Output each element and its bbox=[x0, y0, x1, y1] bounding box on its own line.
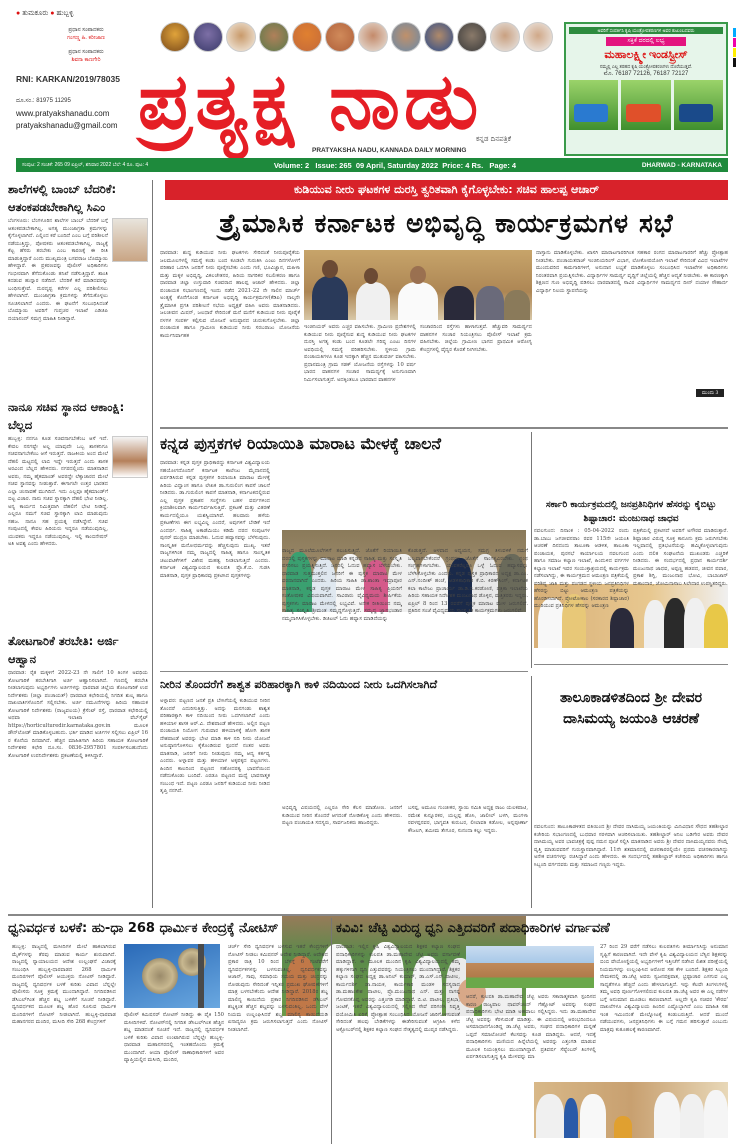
advertisement-box[interactable] bbox=[564, 22, 728, 156]
plough-image bbox=[569, 80, 618, 130]
loudspeaker-photo bbox=[124, 944, 220, 1008]
lead-body-2: ಇಂಜಿನಿಯರ್ ಅವರು ಎಚ್ಚರ ವಹಿಸಬೇಕು. ಗ್ರಾಮೀಣ ಪ್ರದೇಶಗಳಲ್ಲಿ ಕುಡಿಯುವ ನೀರು ಪೂರೈಸುವ ಶುದ್ಧ ಕುಡಿಯುವ ನೀರು ಘಟಕಗಳ ದುರಸ್ತಿ ಅಗತ್ಯ ಕಂಡು ಬಂದ ಕೂಡಲೇ ಗರಿಷ್ಠ ಎಂಟು ದಿನಗಳ ಅವಧಿಯಲ್ಲಿ ಸಮಸ್ಯೆ ಪರಿಹರಿಸಬೇಕು. ಸ್ಥಳೀಯ ಗ್ರಾಮ ಪಂಚಾಯತಿಗಳೂ ಕೂಡ ಇದಕ್ಕಾಗಿ ಹೆಚ್ಚಿನ ಮುತುವರ್ಜಿ ವಹಿಸಬೇಕು. ಪ್ರಧಾನಮಂತ್ರಿ ಗ್ರಾಮ ಸಡಕ್ ಯೋಜನೆಯ ರಸ್ತೆಗಳನ್ನು 10 ವರ್ಷ ಭಾರದ ವಾಹನಗಳ ಸಂಚಾರ ಸಾಮರ್ಥ್ಯಕ್ಕೆ ಅನುಗುಣವಾಗಿ ನಿರ್ಮಿಸಲಾಗುತ್ತದೆ. ಅದಕ್ಕಿಂತಲೂ ಭಾರವಾದ ವಾಹನಗಳ bbox=[304, 324, 416, 383]
kvv-body-3: 27 ರಿಂದ 29 ವರೆಗೆ ನಡೆಸಲು ಕುಲಪತಿಗಳು ತೀರ್ಮಾನಿಸಿದ್ದು ಅನುಮಾನ ಸೃಷ್ಟಿಗೆ ಕಾರಣವಾಗಿದೆ. ಇದೇ ವೇಳೆ ಕೃಷಿ ವಿಶ್ವವಿದ್ಯಾಲಯದ ಬೆಸ್ಟಿನ ಶಿಕ್ಷಕರನ್ನು ಬಿಂಬಿ ವೇಯೋಣ್ಡಿಯಲ್ಲಿ ಅಭ್ಯರ್ಥಿಗಳಿಗೆ ಇತ್ತೀಚೆಗೆ ನಡೆಸಿದ ಲಿಖಿತ ಪರೀಕ್ಷೆಯಲ್ಲಿ ನಿಯಮಗಳನ್ನು ಉಲ್ಲಂಘಿಸಿದ ಆರೋಪ ಸಹ ಕೇಳಿ ಬಂದಿದೆ. ಶಿಕ್ಷಕರ ಸಿಬ್ಬಂದಿ ನೇಮಕದಲ್ಲಿ ಡಾ.ಚೆಟ್ಟಿ ಅವರು ಸ್ವಜನಪಕ್ಷಪಾತ, ಭ್ರಷ್ಟಾಚಾರ ಎಸಗುವ ಎಲ್ಲ ಸಾಧ್ಯತೆಗಳೂ ಹೆಚ್ಚಿದೆ ಎಂದು ಹೇಳಲಾಗುತ್ತಿದೆ. ಇನ್ನು ಕೆಲವೇ ತಿಂಗಳುಗಳಲ್ಲಿ ತಮ್ಮ ಅವಧಿ ಪೂರ್ಣಗೊಳಿಸಲಿರುವ ಕುಲಪತಿ ಡಾ.ಚೆಟ್ಟಿ ಅವರ ಈ ಎಲ್ಲ ನಡೆಗಳ ಬಗ್ಗೆ ಅನುಮಾನ ಮೂಡಲು ಕಾರಣವಾಗಿದೆ. ಅಲ್ಲದೇ ಕೃಷಿ ಸಚಿವರ 'ಕೌರವ' ದಾಖಲೆಗಳೂ ವಿಶ್ವವಿದ್ಯಾಲಯ ಹಿಂದಿನ ಎಷ್ಟೊಬ್ಬಾಗಿದೆ ಎಂಬ ಮಾಹಿತಿ ಸಹ ಇಂತ ಇಮಿಂದಂತೆ ಮೇಲ್ನೋಟಕ್ಕೆ ಕಂಡುಬರುತ್ತಿದೆ. ಆದರೆ ಮುಂದೆ ನಡೆಯುವಗಳು, ಜನಪ್ರತಿನಿಧಿಗಳು ಈ ಬಗ್ಗೆ ಗಮನ ಹರಿಸುತ್ತಾರೆ ಎಂಬುದು ಮಾತ್ರವು ಕುತೂಹಲಕ್ಕೆ ಕಾರಣವಾಗಿದೆ. bbox=[600, 944, 728, 1033]
issue-number: Issue: 265 bbox=[315, 160, 352, 170]
ad-ribbon: ಸಕ್ತಿಕೆ ದರದಲ್ಲಿ ಲಭ್ಯ bbox=[606, 37, 686, 46]
price: Price: 4 Rs. bbox=[442, 160, 484, 170]
mla-photo bbox=[112, 436, 148, 478]
page-number: Page: 4 bbox=[489, 160, 517, 170]
books-body-1: ಧಾರವಾಡ: ಕನ್ನಡ ಪುಸ್ತಕ ಪ್ರಾಧಿಕಾರದ್ದು ಕರ್ನಾಟಕ ವಿಶ್ವವಿದ್ಯಾಲಯ ಸಹಯೋಗದೊಂದಿಗೆ ಕರ್ನಾಟಕ ಕಾಲೇಜು ಮೈದಾನದಲ್ಲಿ ಏರ್ಪಡಿಸಿರುವ ಕನ್ನಡ ಪುಸ್ತಕಗಳ ರಿಯಾಯಿತಿ ಮಾರಾಟ ಮೇಳಕ್ಕೆ ಹಿರಿಯ ವಿದ್ವಾಂಸ ಹಾಗೂ ಲೇಖಕ ಡಾ.ಗುರುಲಿಂಗ ಕಾಪಸೆ ಚಾಲನೆ ನೀಡಿದರು. ಡಾ.ಗುರುಲಿಂಗ ಕಾಪಸೆ ಮಾತನಾಡಿ, ಕರ್ನಾಟಕದಲ್ಲಿರುವ ಎಲ್ಲ ಪುಸ್ತಕ ಪ್ರಕಾಶನ ಸಂಸ್ಥೆಗಳು ಬಹಳ ವರ್ಷಗಳಿಂದ ಕ್ರಿಯಾಶೀಲವಾಗಿ ಕಾರ್ಯನಿರ್ವಹಿಸುತ್ತಿವೆ. ಪ್ರಕಟಣೆ ಮತ್ತು ವಿತರಣೆ ಕಾರ್ಯದಲ್ಲಿಯೂ ಯಶಸ್ವಿಯಾಗಿವೆ. ಹಲವಾರು ಹಳೆಯ ಪ್ರಕಟಣೆಗಳು ಈಗ ಲಭ್ಯವಿಲ್ಲ ಎಂದರೆ, ಅವುಗಳಿಗೆ ಬೇಡಿಕೆ ಇದೆ ಎಂದರ್ಥ. ಸಾಹಿತ್ಯ ಅಕಾಡೆಮಿಯು ಕಡಿಮೆ ದರದ ಸಂಪುಟಗಳ ಪುನರ್ ಮುದ್ರಣ ಮಾಡಬೇಕು. ಓದುವ ಹವ್ಯಾಸವನ್ನು ಬೆಳೆಸುವುದು. ಸಾಂಸ್ಕೃತಿಕ ಮನೋಧರ್ಮವನ್ನು ಹೆಚ್ಚಿಸುವುದು ಮುಖ್ಯ. ಇತರೆ ರಾಜ್ಯಗಳಿಗಿಂತ ನಮ್ಮ ರಾಜ್ಯದಲ್ಲಿ ಸಾಹಿತ್ಯ ಹಾಗೂ ಸಾಂಸ್ಕೃತಿಕ ಚಟುವಟಿಕೆಗಳಿಗೆ ವಿಶೇಷ ಮಹತ್ವ ನೀಡಲಾಗುತ್ತಿದೆ ಎಂದರು. ಕರ್ನಾಟಕ ವಿಶ್ವವಿದ್ಯಾಲಯದ ಕುಲಪತಿ ಪ್ರೊ.ಕೆ.ಬಿ. ಗುಡಸಿ ಮಾತನಾಡಿ, ಪುಸ್ತಕ ಪ್ರಾಧಿಕಾರವು ಪ್ರಕಟಿಸಿದ ಪುಸ್ತಕಗಳನ್ನು bbox=[160, 460, 270, 579]
section-divider bbox=[8, 914, 728, 916]
print-registration-marks bbox=[733, 28, 736, 68]
section-divider bbox=[160, 427, 728, 429]
volume: Volume: 2 bbox=[273, 160, 310, 170]
column-divider bbox=[531, 432, 532, 668]
contact-phone: ದೂ.ಸಂ.: 81975 11295 bbox=[16, 98, 71, 104]
article-headline[interactable]: ತೋಟಗಾರಿಕೆ ತರಬೇತಿ: ಅರ್ಜಿ ಆಹ್ವಾನ bbox=[8, 634, 119, 666]
portrait-image bbox=[292, 22, 322, 52]
continued-badge[interactable]: ಮುಂದು 3 bbox=[696, 389, 724, 397]
dasimayya-headline[interactable]: ತಾಲೂಕಾಡಳಿತದಿಂದ ಶ್ರೀ ದೇವರ ದಾಸಿಮಯ್ಯ ಜಯಂತಿ ಆಚರಣೆ bbox=[560, 690, 702, 727]
portrait-image bbox=[193, 22, 223, 52]
lead-body-4: ದಾಸ್ತಾನು ಮಾಡಿಕೊಳ್ಳಬೇಕು. ಖಾಸಗಿ ಮಾರಾಟಗಾರರಿಗಿಂತ ಸಹಕಾರ ರಂಗದ ಮಾರಾಟಗಾರರಿಗೆ ಹೆಚ್ಚು ಪ್ರೋತ್ಸಾಹ ನೀಡಬೇಕು. ಪಂಚಾಯತರಾಜ್ ಇಂಜಿನಿಯರಿಂಗ್ ವಿಭಾಗ, ಲೋಕೋಪಯೋಗಿ ಇಲಾಖೆ ಸೇರಿದಂತೆ ವಿವಿಧ ಇಲಾಖೆಗಳ ಮುಂದುವರಿದ ಕಾಮಗಾರಿಗಳಿಗೆ, ಅನುದಾನ ಲಭ್ಯತೆ ಮಾಡಿಕೊಳ್ಳಲು ಸಂಬಂಧಿಸಿದ ಇಲಾಖೆಗಳ ಅಧಿಕಾರಿಗಳು ನಿರಂತರವಾಗಿ ಪ್ರಯತ್ನಿಸಬೇಕು. ವಿದ್ಯಾರ್ಥಿಗಳ ಸಾಮರ್ಥ್ಯ ವೃದ್ಧಿಗೆ ಜಿಲ್ಲೆಯಲ್ಲಿ ಹೆಚ್ಚಿನ ಆದ್ಯತೆ ನೀಡಬೇಕು. ಈ ಕಾರಣಕ್ಕಾಗಿ ಶಿಕ್ಷಣದ ಗುಣ ಅಭಿವೃದ್ಧಿ ಪಡಿಸಲು ಧಾರವಾಡದಲ್ಲಿ ಸಾವಿರ ವಿದ್ಯಾರ್ಥಿಗಳ ಸಾಮರ್ಥ್ಯದ ದೀನ್ ದಯಾಳ ಸೌಹಾರ್ದ ವಿದ್ಯಾರ್ಥಿ ನಿಲಯ ಸ್ಥಾಪನೆಯನ್ನು bbox=[536, 250, 728, 294]
editor-block-2 bbox=[16, 48, 156, 64]
portrait-strip bbox=[160, 22, 553, 54]
portrait-image bbox=[325, 22, 355, 52]
section-divider bbox=[160, 671, 528, 672]
editor-role: ಪ್ರಧಾನ ಸಂಪಾದಕರು bbox=[68, 49, 104, 55]
ad-title: ಮಹಾಲಕ್ಷ್ಮೀ ಇಂಡಸ್ಟ್ರೀಸ್ bbox=[604, 49, 688, 61]
ad-phone: ಮೊ. 76187 72126, 76187 72127 bbox=[603, 71, 689, 77]
water-body-1: ಅಳ್ನಾವರ: ಪಟ್ಟಣದ ಜನತೆ ಪ್ರತಿ ಬೇಸಿಗೆಯಲ್ಲಿ ಕುಡಿಯುವ ನೀರಿನ ತೊಂದರೆ ಎದುರಿಸುತ್ತಿತ್ತು. ಅದನ್ನು ಮನಗಂಡು ಶಾಶ್ವತ ಪರಿಹಾರಕ್ಕಾಗಿ ಕಾಳಿ ನದಿಯಿಂದ ನೀರು ಒದಗಿಸಲಾಗಿದೆ ಎಂದು ಹಳಿಯಾಳ ಶಾಸಕ ಆರ್.ವಿ. ದೇಶಪಾಂಡೆ ಹೇಳಿದರು. ಅಲ್ಲಿನ ಪಟ್ಟಣ ಪಂಚಾಯತಿ ನಿಯೋಗ ಗುರುವಾರ ಹಳಿಯಾಳಕ್ಕೆ ಹೋಗಿ ಶಾಸಕ ದೇಶಪಾಂಡೆ ಅವರನ್ನು ಭೇಟಿ ಮಾಡಿ ಕಾಳಿ ನದಿ ನೀರು ಯೋಜನೆ ಅನುಷ್ಠಾನಗೊಳಿಸಲು ಕೈಕೊಂಡಿರುವ ಸ್ಪಂದನೆ ನಂತರ ಅವರು ಮಾತನಾಡಿ, ಜನರಿಗೆ ನೀರು ನೀಡುವುದು ನಮ್ಮ ಆದ್ಯ ಕರ್ತವ್ಯ ಎಂದರು. ಅಳ್ನಾವರ ಮತ್ತು ಹಳಿಯಾಳ ಅಕ್ಕಪಕ್ಕದ ಪಟ್ಟಣಗಳು. ಹಿಂದಿನ ಕಾಲದಿಂದ ಪಟ್ಟಣದ ಸಹೋದರತ್ವ ಭಾವನೆಯಿಂದ ನಡೆದುಕೊಂಡು ಬಂದಿವೆ. ಎರಡೂ ಪಟ್ಟಣದ ಮಧ್ಯೆ ಭಾವನಾತ್ಮಕ ಸಂಬಂಧ ಇದೆ. ಪಟ್ಟಣ ಎರಡೂ ಜನರಿಗೆ ಕುಡಿಯುವ ನೀರು ನೀಡಿದ ತೃಪ್ತಿ ನನಗಿದೆ. bbox=[160, 698, 270, 794]
ad-product-images bbox=[569, 80, 723, 130]
editor-block-1 bbox=[16, 26, 156, 42]
issue-info-kannada: ಸಂಪುಟ: 2 ಸಂಚಿಕೆ: 265 09 ಏಪ್ರಿಲ್, ಶನಿವಾರ 2022 ಬೆಲೆ: 4 ರೂ. ಪುಟ: 4 bbox=[22, 162, 149, 168]
rni-number: RNI: KARKAN/2019/78035 bbox=[16, 74, 120, 84]
city-2: ಹುಬ್ಬಳ್ಳಿ bbox=[56, 10, 74, 17]
portrait-image bbox=[160, 22, 190, 52]
govt-program-headline[interactable]: ಸರ್ಕಾರಿ ಕಾರ್ಯಕ್ರಮದಲ್ಲಿ ಜನಪ್ರತಿನಿಧಿಗಳ ಹೆಸರನ್ನು ಕೈಬಿಟ್ಟು ಶಿಷ್ಟಾಚಾರ: ಮಂಜುನಾಥ ಜಾಧವ bbox=[545, 500, 717, 524]
column-divider bbox=[531, 676, 532, 908]
books-body-3: ಕೊಡುತ್ತದೆ. ಆಳವಾದ ಅಧ್ಯಯನ, ಸಮಗ್ರ ತಿಳುವಳಿಕೆ ನಮಗೆ ಬಲ್ಯವಾಗಬೇಕೆಂದರೆ ಗ್ರಂಥಗಳ ಜೊತೆಗೆ ಸಾಂಗತ್ಯವಿರಬೇಕು. ಗ್ರಂಥ ಸಂಗ್ರಹಗಳಾಗಬೇಕು. ಯುವಕರೆಲ್ಲರೂ ಒಳ್ಳೆ ಓದುವ ಹವ್ಯಾಸವನ್ನು ಬೆಳೆಸಿಕೊಳ್ಳಬೇಕು ಎಂದರು. ಕನ್ನಡ ಪುಸ್ತಕ ಪ್ರಾಧಿಕಾರದ ಅಧ್ಯಕ್ಷ ಡಾ.ಎಂ. ಎನ್.ನಂದೀಶ್ ಹಂಚೆ, ಆಡಳಿತಾಧಿಕಾರಿ ಕೆ.ಬಿ. ಕಿರಣ್‌ಸಿಂಗ್, ಕರ್ನಾಟಕ ಕಲಾ ಕಾಲೇಜು ಪ್ರಾಚಾರ್ಯ ಡಾ.ಡಿ.ಬಿ.ಕರಡೋಣಿ, ಪತ್ರಿಕಾ ಇಲಾಖೆಯ ಹಿರಿಯ ಸಹಾಯಕ ನಿರ್ದೇಶಕ ಮಂಜುನಾಥ ಡೊಳ್ಳಿನ, ಮತ್ತಿತರರು ಇದ್ದರು. ಏಪ್ರಿಲ್ 8 ರಿಂದ 13 ರವರೆಗೆ ಪುಸ್ತಕ ಮಾರಾಟ ಮೇಳ ಜರುಗಲಿದೆ. ಪ್ರತಿದಿನ ಸಂಜೆ ವೈವಿಧ್ಯಮಯ ಸಾಂಸ್ಕೃತಿಕ ಕಾರ್ಯಕ್ರಮಗಳು ಜರುಗಲಿವೆ. bbox=[408, 548, 528, 614]
ad-top-line: ಅವರಿಗೆ ಸಂಪರ್ಕಿಸಿ ಕೃಷಿ ಯಂತ್ರೋಪಕರಣಗಳ ಅವರ ಕುಟುಂಬದವರು bbox=[569, 27, 723, 34]
rotavator-image bbox=[621, 80, 670, 130]
issue-info-bar bbox=[16, 158, 728, 172]
portrait-image bbox=[424, 22, 454, 52]
portrait-image bbox=[523, 22, 553, 52]
masthead-info bbox=[16, 10, 156, 132]
portrait-image bbox=[391, 22, 421, 52]
editor-name: ಗಂಗಣ್ಣ ಹಿ. ಕರೀಜಾಣ bbox=[67, 35, 105, 41]
loudspeaker-body-2: ಪೊಲೀಸ್ ಕಮಿಷನರ್ ನೋಟಿಸ್ ನೀಡಿದ್ದು ಈ ಪೈಕಿ 150 ಮಸೀದಿಗಳಿವೆ. ನೋಟಿಸ್‌ನಲ್ಲಿ ನಿಗದಿತ ಡೆಸಿಬಲ್‌ಗಿಂತ ಹೆಚ್ಚಿನ ಶಬ್ದ ಮಾಡದಂತೆ ಸೂಚನೆ ಇದೆ. ರಾಜ್ಯದಲ್ಲಿ ಧ್ವನಿವರ್ಧಕ ಬಳಕೆ ಕುರಿತು ವಿವಾದ ಉಂಟಾಗಿರುವ ಬೆನ್ನಲ್ಲೇ ಹುಬ್ಬಳ್ಳಿ-ಧಾರವಾಡ ಮಹಾನಗರದಲ್ಲಿ ಇಂತಹದೊಂದು ಕ್ರಮಕ್ಕೆ ಮುಂದಾಗಿದೆ. ಆಯಾ ಪೊಲೀಸ್ ಠಾಣಾಧಿಕಾರಿಗಳಿಗೆ ಅವರ ವ್ಯಾಪ್ತಿಯಲ್ಲಿನ ಮಸೀದಿ, ಮಂದಿರ, bbox=[124, 1012, 224, 1063]
books-body-2: ರಾಜ್ಯದ ಮೂಲೆಮೂಲೆಗಳಿಗೆ ತಲುಪಿಸುತ್ತಿದೆ. ಜೊತೆಗೆ ರಿಯಾಯಿತಿ ದರದಲ್ಲಿ ಪುಸ್ತಕಗಳನ್ನು ಮಾರಾಟ ಮಾಡಿ ಕನ್ನಡದ ಸಾಹಿತ್ಯ ಮತ್ತು ಸಂಸ್ಕೃತಿ ಪಸರಿಸಲು ಪ್ರಯತ್ನಿಸುತ್ತಿದೆ. ಜನರಲ್ಲಿ ಓದುವ ಹವ್ಯಾಸ ಬೆಳೆಯಬೇಕು. ಧಾರವಾಡ ಸುತ್ತಮುತ್ತಲಿನ ಜನರಿಗೆ ಈ ಪುಸ್ತಕ ಮಾರಾಟ ಮೇಳ ವರದಾನವಾಗಿದೆ ಎಂದರು. ಹಿರಿಯ ಸಾಹಿತಿ ಡಾ.ಶಾಂತಾ ಇಮ್ರಾಪೂರ ಮಾತನಾಡಿ, ಕನ್ನಡ ಪುಸ್ತಕ ಮಾರಾಟ ಮೇಳ ಸಾಹಿತ್ಯ ಪ್ರಿಯರಿಗೆ ಸಂತೋಷಕರ ವಿಷಯವಾಗಿದೆ. ಸಾವಿರಾರು ವೈವಿಧ್ಯಮಯ ಶೀರ್ಷಿಕೆಯ ಪುಸ್ತಕಗಳು ಮಾರಾಟ ಮೇಳದಲ್ಲಿ ಲಭ್ಯವಿವೆ. ಅನೇಕ ರೀತಿಯಿಂದ ನಮ್ಮ ಸಾಹಿತ್ಯ ಸಂಸ್ಕೃತಿ ಶ್ರೀಮಂತ ಸಮೃದ್ಧಗೊಳ್ಳುತ್ತಿದೆ. ಸಮೃದ್ಧ ಜ್ಞಾನಭಂಡಾರ ನಮ್ಮದಾಗಿಸಿಕೊಳ್ಳಬೇಕು. ಡಿಜಿಟಲ್ ಓದು ಹವ್ಯಾಸ ಮಾಡಿದೆಯನ್ನು bbox=[282, 548, 402, 622]
logo-tagline: ಕನ್ನಡ ದಿನಪತ್ರಿಕೆ bbox=[476, 135, 512, 143]
article-headline[interactable]: ಶಾಲೆಗಳಲ್ಲಿ ಬಾಂಬ್ ಬೆದರಿಕೆ: ಆತಂಕಪಡಬೇಕಾಗಿಲ್ಲ ಸಿಎಂ bbox=[8, 182, 117, 214]
article-body: ಹುಬ್ಬಳ್ಳಿ: ನನಗೂ ಕೂಡ ಸಚಿವನಾಗಬೇಕೆಂಬ ಆಸೆ ಇದೆ. ಕೇವಲ ನನಗಷ್ಟೇ ಅಲ್ಲ ಯಾವುದೇ ಒಬ್ಬ ಶಾಸಕನಿಗೂ ಸಚಿವನಾಗಬೇಕೆಂಬ ಆಸೆ ಇರುತ್ತದೆ. ರಾಜಕೀಯ ಅಂದ ಮೇಲೆ ದೆಹಲಿ ಮಟ್ಟದಲ್ಲಿ ಲಾಬಿ ಇದ್ದೇ ಇರುತ್ತದೆ ಎಂದು ಶಾಸಕ ಅರವಿಂದ ಬೆಲ್ಲದ ಹೇಳಿದರು. ನಗರದಲ್ಲಿಂದು ಮಾತನಾಡಿದ ಅವರು, ನಮ್ಮ ಹೈಕಮಾಂಡ್ ಅವರದ್ದೇ ಲೆಕ್ಕಾಚಾರದ ಮೇಲೆ ಸಚಿವ ಸ್ಥಾನವನ್ನು ನೀಡುತ್ತಾರೆ. ಈಗಾಗಲೇ ಉತ್ತರ ಭಾರತದ ಎಲ್ಲಾ ಚುನಾವಣೆ ಮುಗಿದಿದೆ. ಇದು ಎಲ್ಲವೂ ಹೈಕಮಾಂಡ್‌ಗೆ ಬಿಟ್ಟ ವಿಚಾರ. ನಾನು ಸಚಿವ ಸ್ಥಾನಕ್ಕಾಗಿ ದೆಹಲಿ ಭೇಟಿ ನೀಡಿಲ್ಲ. ಅನ್ಯ ಕಾರ್ಯದ ನಿಮಿತ್ತವಾಗಿ ದೆಹಲಿಗೆ ಭೇಟಿ ನೀಡಿದ್ದೆ. ಎಲ್ಲರೂ ನಮಗೆ ಸಚಿವ ಸ್ಥಾನಕ್ಕಾಗಿ ಲಾಬಿ ಮಾಡುವುದು ಸಹಜ. ನಾನೂ ಸಹ ಪ್ರಯತ್ನ ನಡೆಸಿದ್ದೇನೆ. ಸಚಿವ ಸಂಪುಟದಲ್ಲಿ ಕೇವಲ ಹಿರಿಯರು ಇದ್ದರೂ ನಡೆಯುವುದಿಲ್ಲ, ಯುವಕರು ಇದ್ದರೂ ನಡೆಯುವುದಿಲ್ಲ. ಇಲ್ಲಿ ಕಾಂಬಿನೇಷನ್ ಅತಿ ಅವಶ್ಯ ಎಂದು ಹೇಳಿದರು. bbox=[8, 436, 108, 547]
editor-name: ಶಿವನಾ ಕಾಣಗೇರಿ bbox=[71, 57, 101, 63]
email-link[interactable]: pratyakshanadu@gmail.com bbox=[16, 121, 118, 130]
website-link[interactable]: www.pratyakshanadu.com bbox=[16, 109, 110, 118]
location: DHARWAD - KARNATAKA bbox=[641, 161, 722, 169]
portrait-image bbox=[358, 22, 388, 52]
kvv-body-1: ಧಾರವಾಡ: ಇಲ್ಲಿನ ಕೃಷಿ ವಿಶ್ವವಿದ್ಯಾಲಯದ ಶಿಕ್ಷಕರ ಕಲ್ಯಾಣ ಸಂಘದ ಪದಾಧಿಕಾರಿಗಳನ್ನು ಕುಲಪತಿ ಡಾ.ಮಹಾದೇವ ಚೆಟ್ಟಿ ಅವರು ವರ್ಗಾವಣೆ ಮಾಡಿದ್ದಾರೆ. ಈ ಮೂಲಕ ಮುಂದಿನ ಕೃಷಿ ವಿಶ್ವವಿದ್ಯಾಲಯದಲ್ಲಿ ತಮ್ಮ ಹಕ್ಕುಗಳಿಗಾಗಿ ಧ್ವನಿ ಎತ್ತುವವರನ್ನು ನಿಯಂತ್ರಿಸಲು ಮುಂದಾಗಿದ್ದಾರೆ. ಶಿಕ್ಷಕರ ಕಲ್ಯಾಣ ಸಂಘದ ಅಧ್ಯಕ್ಷ ಡಾ.ಅನಿಲ್ ಕುಮಾರ್, ಡಾ.ಎಸ್.ಎನ್.ಪಾಟೀಲ, ಕಾರ್ಯದರ್ಶಿ ಡಾ.ನಾಯಕ, ಕಾರ್ಯಕಾರಿ ಮಂಡಳಿ ಸದಸ್ಯರಾದ ಡಾ.ಮಹಾಂತೇಶ ಪಾಟೀಲ, ಪ್ರೊ.ಮಂಜುನಾಥ ಎನ್. ಮತ್ತು ನಾಗಪ್ಪ ಗೋವನಕೊಪ್ಪ ಅವರನ್ನು ಎತ್ತಂಗಡಿ ಮಾಡಿದ್ದಾರೆ. ಬಿ.ಟಿ. ಪಾಟೀಲ, ಪ್ರತಿಭಾ, ಜಂಟಿಕೆ, ಇತರೆ ವಿಶ್ವವಿದ್ಯಾಲಯದಲ್ಲಿ ಸಲ್ಲಿಸಿದ ಸೇವೆ ಪರಿಗಣಿಸಿ ನಿವೃತ್ತಿ ವಯೋಮಿತಿ ಏರಿಕೆ, ಪ್ರೋತ್ಸಾಹ ಸಂಬಂಧಿಸಿದ ಯೋಜನೆ ಜಾರಿಗೊಳಿಸುವಂತೆ ಸೇರಿದಂತೆ ಹಲವು ಬೇಡಿಕೆಗಳನ್ನು ಈಡೇರಿಸುವಂತೆ ಆಗ್ರಹಿಸಿ ಕಳೆದ ಅಕ್ಟೋಬರ್‌ನಲ್ಲಿ ಶಿಕ್ಷಕರ ಕಲ್ಯಾಣ ಸಂಘದ ನೇತೃತ್ವದಲ್ಲಿ ಮುಷ್ಕರ ನಡೆಸಿದ್ದರು. bbox=[336, 944, 460, 1033]
books-headline[interactable]: ಕನ್ನಡ ಪುಸ್ತಕಗಳ ರಿಯಾಯಿತಿ ಮಾರಾಟ ಮೇಳಕ್ಕೆ ಚಾಲನೆ bbox=[160, 434, 442, 453]
portrait-image bbox=[490, 22, 520, 52]
water-body-2: ಅಭಿವೃದ್ಧಿ ವಿಷಯದಲ್ಲಿ ಎಲ್ಲರೂ ಸೇರಿ ಕೆಲಸ ಮಾಡೋಣ. ಜನರಿಗೆ ಕುಡಿಯುವ ನೀರಿನ ತೊಂದರೆ ಆಗದಂತೆ ನೋಡಿಕೊಳ್ಳಿ ಎಂದು ಹೇಳಿದರು. ಪಟ್ಟಣ ಪಂಚಾಯತಿ ಸದಸ್ಯರು, ಸಾರ್ವಜನಿಕರು ಹಾಜರಿದ್ದರು. bbox=[282, 805, 402, 826]
govt-program-body-2: ಪತ್ರಿಕೆಯಲ್ಲಿ ಪ್ರಕಟಿಸದೆ ಅವರಿಗೆ ಅಗೌರವ ಮಾಡಿರುತ್ತಾರೆ. ಶಿಷ್ಟಾಚಾರ ವಿರುದ್ಧ ಸೂಕ್ತ ಕಾನೂನು ಕ್ರಮ ಜರುಗಿಸಬೇಕು ಇಲ್ಲವಾದಲ್ಲಿ ಪ್ರತಿಭಟನೆಯನ್ನು ಹಮ್ಮಿಕೊಳ್ಳಲಾಗುವುದು ಎಂದು ದಲಿತ ಸಂಘಟನೆಯ ಮುಖಂಡರು ಎಚ್ಚರಿಕೆ ನೀಡಿದರು. ಈ ಸಂದರ್ಭದಲ್ಲಿ ಪ್ರಧಾನ ಕಾರ್ಯದರ್ಶಿ ಮಂಜುನಾಥ ಜಾಧವ, ಅಪ್ಪಣ್ಣ ಹಡಪದ, ಜೀವನ ಪವಾರ, ಪ್ರಕಾಶ ಶಿಗ್ಲಿ, ಮಂಜುನಾಥ ಭೋವಿ, ಬಾಬಾಜಾನ್ ಮಕಾಂದಾರ, ಜೋಮಿನಾಸಾಬ ಸಿಲೇದಾರ ಉಪಸ್ಥಿತರಿದ್ದರು. bbox=[633, 528, 728, 587]
portrait-image bbox=[259, 22, 289, 52]
article-body: ಬೆಂಗಳೂರು: ಬೆಂಗಳೂರಿನ ಶಾಲೆಗಳ ಬಾಂಬ್ ಬೆದರಿಕೆ ಬಗ್ಗೆ ಆತಂಕಪಡಬೇಕಾಗಿಲ್ಲ. ಅಗತ್ಯ ಮುಂಜಾಗ್ರತಾ ಕ್ರಮಗಳನ್ನು ಕೈಗೊಳ್ಳಲಾಗಿದೆ. ಎಲ್ಲಿಂದ ಕರೆ ಬಂದಿದೆ ಎಂಬ ಬಗ್ಗೆ ಪರಿಶೀಲನೆ ನಡೆಯುತ್ತಿದ್ದು, ಪೋಷಕರು ಆತಂಕಪಡಬೇಕಾಗಿಲ್ಲ. ರಾಜ್ಯಕ್ಕೆ ಕೆಟ್ಟ ಹೆಸರು ತರಬೇಕು ಎಂಬ ಕಾರಣಕ್ಕೆ ಈ ರೀತಿ ಮಾಡುತ್ತಿದ್ದಾರೆ ಎಂದು ಮುಖ್ಯಮಂತ್ರಿ ಬಸವರಾಜ ಬೊಮ್ಮಾಯಿ ಹೇಳಿದ್ದಾರೆ. ಈ ಪ್ರಕರಣವನ್ನು ಪೊಲೀಸ್ ಅಧಿಕಾರಿಗಳು ಗಂಭೀರವಾಗಿ ತೆಗೆದುಕೊಂಡು ತನಿಖೆ ನಡೆಸುತ್ತಿದ್ದಾರೆ. ಶಾಂತಿ ಕದಡುವ ಹುನ್ನಾರ ನಡೆದಿದೆ. ಬೆದರಿಕೆ ಕರೆ ಮಾಡಿದವರನ್ನು ಬಂಧಿಸುತ್ತೇವೆ. ದುರದೃಷ್ಟ ಕರೆಗಳ ಎಲ್ಲ ಪರಿಶೀಲಿಸಲು ಹೇಳಲಾಗಿದೆ. ಮುಂಜಾಗ್ರತಾ ಕ್ರಮಗಳನ್ನು ತೆಗೆದುಕೊಳ್ಳಲು ಸೂಚಿಸಲಾಗಿದೆ ಎಂದರು. ಈ ಘಟನೆಗೆ ಸಂಬಂಧಿಸಿದಂತೆ ಬೊಮ್ಮಾಯಿ ಅವರಿಗೆ ಗುಪ್ತಚರ ಇಲಾಖೆ ಎಡಿಜಿಪಿ ದಯಾನಂದ್ ಸಮಗ್ರ ಮಾಹಿತಿ ನೀಡಿದ್ದಾರೆ. bbox=[8, 218, 108, 322]
column-divider bbox=[152, 180, 153, 908]
city-1: ತುಮಕೂರು bbox=[22, 10, 49, 17]
lead-body-1: ಧಾರವಾಡ: ಶುದ್ಧ ಕುಡಿಯುವ ನೀರು ಘಟಕಗಳು ಸೇರಿದಂತೆ ನೀರುಪೂರೈಕೆಯ ಜಲಮೂಲಗಳಲ್ಲಿ ಸಮಸ್ಯೆ ಕಂಡು ಬಂದ ಕೂಡಲೇ ಗುರುತಿಸಿ ಎಂಟು ದಿನಗಳೊಳಗೆ ಪರಿಹಾರ ಒದಗಿಸಿ ಜನರಿಗೆ ನೀರು ಪೂರೈಸಬೇಕು ಎಂದು ಗಣಿ, ಭೂವಿಜ್ಞಾನ, ಮಹಿಳಾ ಮತ್ತು ಮಕ್ಕಳ ಅಭಿವೃದ್ಧಿ, ವಿಕಲಚೇತನರ, ಹಿರಿಯ ನಾಗರಿಕರ ಸಬಲೀಕರಣ ಹಾಗೂ ಧಾರವಾಡ ಜಿಲ್ಲಾ ಉಸ್ತುವಾರಿ ಸಚಿವರಾದ ಹಾಲಪ್ಪ ಆಚಾರ್ ಹೇಳಿದರು. ಜಿಲ್ಲಾ ಪಂಚಾಯತ ಸಭಾಂಗಣದಲ್ಲಿ ಇಂದು ನಡೆದ 2021-22 ನೇ ಸಾಲಿನ ಮಾರ್ಚ್ ಅಂತ್ಯಕ್ಕೆ ಕೊನೆಗೊಂಡ ಕರ್ನಾಟಕ ಅಭಿವೃದ್ಧಿ ಕಾರ್ಯಕ್ರಮಗಳ(ಕೆಡಿಪಿ) ನಾಲ್ಕನೇ ತ್ರೈಮಾಸಿಕ ಪ್ರಗತಿ ಪರಿಶೀಲನೆ ಸಭೆಯ ಅಧ್ಯಕ್ಷತೆ ವಹಿಸಿ ಅವರು ಮಾತನಾಡಿದರು. ಜಲಜೀವನ ಮಿಷನ್, ಜಲಧಾರೆ ಸೇರಿದಂತೆ ಮನೆ ಮನೆಗೆ ಕುಡಿಯುವ ನೀರು ಪೂರೈಕೆ ನಳಗಳ ಸಂಪರ್ಕ ಕಲ್ಪಿಸುವ ಯೋಜನೆ ಅನುಷ್ಠಾನದ ಚುರುಕುಗೊಳ್ಳಬೇಕು. ಜಿಲ್ಲಾ ಪಂಚಾಯತ ಹಾಗೂ ಗ್ರಾಮೀಣ ಕುಡಿಯುವ ನೀರು ಸರಬರಾಜು ಯೋಜನೆಯ ಕಾರ್ಯನಿರ್ವಾಹಕ bbox=[160, 250, 300, 339]
lead-kicker: ಕುಡಿಯುವ ನೀರು ಘಟಕಗಳ ದುರಸ್ತಿ ತ್ವರಿತವಾಗಿ ಕೈಗೊಳ್ಳಬೇಕು: ಸಚಿವ ಹಾಲಪ್ಪ ಆಚಾರ್ bbox=[165, 180, 728, 200]
university-building-photo bbox=[466, 946, 594, 988]
issue-date: 09 April, Saturday 2022 bbox=[355, 160, 439, 170]
loudspeaker-headline[interactable]: ಧ್ವನಿವರ್ಧಕ ಬಳಕೆ: ಹು-ಧಾ 268 ಧಾರ್ಮಿಕ ಕೇಂದ್ರಕ್ಕೆ ನೋಟಿಸ್ bbox=[8, 921, 279, 936]
portrait-image bbox=[457, 22, 487, 52]
lead-headline[interactable]: ತ್ರೈಮಾಸಿಕ ಕರ್ನಾಟಕ ಅಭಿವೃದ್ಧಿ ಕಾರ್ಯಕ್ರಮಗಳ ಸಭೆ bbox=[219, 209, 674, 239]
logo-english: PRATYAKSHA NADU, KANNADA DAILY MORNING bbox=[312, 147, 467, 154]
section-divider bbox=[534, 664, 728, 665]
article-body: ಧಾರವಾಡ: ರೈತ ಮಕ್ಕಳಿಗೆ 2022-23 ನೇ ಸಾಲಿಗೆ 10 ತಿಂಗಳ ಅವಧಿಯ ತೋಟಗಾರಿಕೆ ತರಬೇತಿಗಾಗಿ ಅರ್ಜಿ ಆಹ್ವಾನಿಸಲಾಗಿದೆ. ಗಣದಲ್ಲಿ ತರಬೇತಿ ನೀಡಲಾಗುವುದು ಅಭ್ಯರ್ಥಿಗಳು ಅರ್ಜಿಗಳನ್ನು ಧಾರವಾಡ ಜಿಲ್ಲೆಯ ತೋಟಗಾರಿಕೆ ಉಪ ನಿರ್ದೇಶಕರು (ಜಿಲ್ಲಾ ಪಂಚಾಯತ್) ಧಾರವಾಡ ಕಛೇರಿಯಲ್ಲಿ ನಿಗದಿತ ಶುಲ್ಕ ಹಾಗೂ ದಾಖಲಾತಿಗಳೊಂದಿಗೆ ಸಲ್ಲಿಸಬೇಕು. ಅರ್ಜಿ ನಮೂನೆಗಳನ್ನು ಹಿರಿಯ ಸಹಾಯಕ ತೋಟಗಾರಿಕೆ ನಿರ್ದೇಶಕರು (ರಾಜ್ಯವಲಯ) ಕ್ರೆಸೆಂಟ್ ರಸ್ತೆ, ಧಾರವಾಡ ಕಛೇರಿಯಲ್ಲಿ ಅಥವಾ ಇಲಾಖಾ ವೆಬ್‌ಸೈಟ್ https://horticulturedir.karnataka.gov.in ಮೂಲಕ ಡೌನ್‌ಲೋಡ್ ಮಾಡಿಕೊಳ್ಳಬಹುದು. ಭರ್ತಿ ಮಾಡಿದ ಅರ್ಜಿಗಳ ಸಲ್ಲಿಸಲು ಏಪ್ರಿಲ್ 16 ರ ಕೊನೆಯ ದಿನವಾಗಿದೆ. ಹೆಚ್ಚಿನ ಮಾಹಿತಿಗಾಗಿ ಹಿರಿಯ ಸಹಾಯಕ ತೋಟಗಾರಿಕೆ ನಿರ್ದೇಶಕರ ಕಛೇರಿ ದೂ.ಸಂ. 0836-2957801 ಸಂಪರ್ಕಿಸಬಹುದೆಂದು ತೋಟಗಾರಿಕೆ ಉಪನಿರ್ದೇಶಕರು ಪ್ರಕಟಣೆಯಲ್ಲಿ ತಿಳಿಸಿದ್ದಾರೆ. bbox=[8, 670, 148, 759]
ad-description: ನಮ್ಮಲ್ಲಿ ಎಲ್ಲ ತರಹದ ಕೃಷಿ ಯಂತ್ರೋಪಕರಣಗಳು ದೊರೆಯುತ್ತವೆ. bbox=[599, 64, 693, 69]
trailer-image bbox=[674, 80, 723, 130]
loudspeaker-body-1: ಹುಬ್ಬಳ್ಳಿ: ರಾಜ್ಯದಲ್ಲಿ ಮಸೀದಿಗಳ ಮೇಲೆ ಹಾಕಲಾಗಿರುವ ಮೈಕ್‌ಗಳನ್ನು ತೆರವು ಮಾಡುವ ಕಾರ್ಯ ಶುರುವಾಗಿದೆ. ರಾಜ್ಯದಲ್ಲಿ ನ್ಯಾಯಾಲಯದ ಆದೇಶ ಉಲ್ಲಂಘನೆ ವಿಚಾರಕ್ಕೆ ಸಂಬಂಧಿಸಿ ಹುಬ್ಬಳ್ಳಿ-ಧಾರವಾಡದ 268 ಧಾರ್ಮಿಕ ಮಂದಿರಗಳಿಗೆ ಪೊಲೀಸ್ ಆಯುಕ್ತರು ನೋಟಿಸ್ ನೀಡಿದ್ದಾರೆ. ರಾಜ್ಯದಲ್ಲಿ ಧ್ವನಿವರ್ಧಕ ಬಳಕೆ ಕುರಿತು ವಿವಾದ ಬೆನ್ನಲ್ಲೇ ಪೊಲೀಸರು ಸೂಕ್ತ ಕ್ರಮಕ್ಕೆ ಮುಂದಾಗಿದ್ದಾರೆ. ನಿಗದಿಪಡಿಸಿದ ಡೆಸಿಬಲ್‌ಗಿಂತ ಹೆಚ್ಚಿನ ಶಬ್ದ ಬಳಕೆಗೆ ಸೂಚನೆ ನೀಡಿದ್ದಾರೆ. ಧ್ವನಿವರ್ಧಕದ ಮೂಲಕ ಶಬ್ದ ಹೊರ ಸೂಸುವ ಧಾರ್ಮಿಕ ಮಂದಿರಗಳಿಗೆ ನೋಟಿಸ್ ನೀಡಲಾಗಿದೆ. ಹುಬ್ಬಳ್ಳಿ-ಧಾರವಾಡ ಮಹಾನಗರದ ಮಂದಿರ, ಮಸೀದಿ ಸೇರಿ 268 ಕೇಂದ್ರಗಳಿಗೆ bbox=[12, 944, 116, 1025]
water-body-3: ಬಸಪ್ಪ, ಅಮೂಲ ಗುಂಜೀಕರ, ಸ್ಥಾಯಿ ಸಮಿತಿ ಅಧ್ಯಕ್ಷ ರಾಜು ಯಲಕಪಾಟಿ, ರಮೇಶ ಕುನ್ನೂರಕರ, ಯಲ್ಲಪ್ಪ ಹೊಸಿ, ಜಾಲೀಲ್ ಬಳಗಿ, ಮಂಗಳಾ ರವಳಪ್ಪನವರ, ಭಾಗ್ಯವತಿ ಕುರುಬರ, ಲೀಲಾವತಿ ಕಡೋಲ, ಅನ್ನಪೂರ್ಣಾ ಕೌಜಲಗಿ, ಶಮೀಮ ತೇಗೂರ, ಸುನಂದಾ ಕಲ್ಲು ಇದ್ದರು. bbox=[408, 805, 528, 834]
edition-cities: ● ತುಮಕೂರು ● ಹುಬ್ಬಳ್ಳಿ bbox=[16, 10, 74, 17]
newspaper-logo: ಪ್ರತ್ಯಕ್ಷ ನಾಡು bbox=[138, 57, 483, 147]
column-divider bbox=[331, 918, 332, 1144]
kvv-headline[interactable]: ಕವಿವಿ: ಚೆಟ್ಟಿ ವಿರುದ್ಧ ಧ್ವನಿ ಎತ್ತಿದವರಿಗೆ ಪದಾಧಿಕಾರಿಗಳ ವರ್ಗಾವಣೆ bbox=[336, 921, 610, 936]
editor-role: ಪ್ರಧಾನ ಸಂಪಾದಕರು bbox=[68, 27, 104, 33]
govt-program-body-1: ನವಲಗುಂದ: ದಿನಾಂಕ : 05-04-2022 ರಂದು ಡಾ.ಬಾಬು ಜಗಜೀವನರಾಂ ರವರ 115ನೇ ಜಯಂತಿ ಆಚರಣೆ ದಿನದಂದು ತಾಲೂಕಾ ಆಡಳಿತ, ತಾಲೂಕಾ ಪಂಚಾಯತ, ಪುರಸಭೆ ಕಾರ್ಯಾಲಯ ನವಲಗುಂದ ಹಾಗೂ ಸಮಾಜ ಕಲ್ಯಾಣ ಇಲಾಖೆ, ಹಿಂದುಳಿದ ವರ್ಗಗಳ ಕಲ್ಯಾಣ ಇಲಾಖೆ ಇವರ ಸಂಯುಕ್ತಾಶ್ರಯದಲ್ಲಿ ಕಾರ್ಯಕ್ರಮ ನಡೆಸಲಾಗಿದ್ದು, ಈ ಕಾರ್ಯಕ್ರಮದ ಆಮಂತ್ರಣ ಪತ್ರಿಕೆಯಲ್ಲಿ ಪರಿಶಿಷ್ಟ ಜಾತಿ ಮತ್ತು ಪಂಗಡದ ಸ್ಥಳೀಯ ಜನಪ್ರತಿನಿಧಿಗಳ ಹೆಸರನ್ನು ಬಿಟ್ಟು ಆಮಂತ್ರಣ ಪತ್ರಿಕೆಯನ್ನು ಹೊರಡಿಸಲಾಗಿದೆ. ಪ್ರೋಟೋಕಾಲ (ಸರಕಾರದ ಶಿಷ್ಟಾಚಾರ) ಮುರಿಯುವ ಪ್ರತಿನಿಧಿಗಳ ಹೆಸರನ್ನು ಆಮಂತ್ರಣ bbox=[534, 528, 629, 609]
cm-photo bbox=[112, 218, 148, 262]
article-headline[interactable]: ನಾನೂ ಸಚಿವ ಸ್ಥಾನದ ಆಕಾಂಕ್ಷಿ: ಬೆಲ್ಲದ bbox=[8, 400, 125, 432]
water-headline[interactable]: ನೀರಿನ ತೊಂದರೆಗೆ ಶಾಶ್ವತ ಪರಿಹಾರಕ್ಕಾಗಿ ಕಾಳಿ ನದಿಯಿಂದ ನೀರು ಒದಗಿಸಲಾಗಿದೆ bbox=[160, 678, 438, 691]
kvv-body-2: ಆದರೆ, ಕುಲಪತಿ ಡಾ.ಮಹಾದೇವ ಚೆಟ್ಟಿ ಅವರು ಸಕಾರಾತ್ಮಕವಾಗಿ ಸ್ಪಂದಿಸದ ಕಾರಣ ರಾಜ್ಯಪಾಲ ಥಾವರ್‌ಚಂದ್ ಗೆಹ್ಲೋಟ್ ಅವರನ್ನು ಸಂಘದ ಪದಾಧಿಕಾರಿಗಳು ಭೇಟಿ ಮಾಡಿ ಅಹವಾಲು ಸಲ್ಲಿಸಿದ್ದರು. ಇದು ಡಾ.ಮಹಾದೇವ ಚೆಟ್ಟಿ ಅವರನ್ನು ಕೆರಳುವಂತೆ ಮಾಡಿತ್ತು. ಈ ವಿಷಯದಲ್ಲಿ ಆರಂಭದಿಂದಲೂ ಅಸಮಾಧಾನಗೊಂಡಿದ್ದ ಡಾ.ಚೆಟ್ಟಿ ಅವರು, ಸಂಘದ ಪದಾಧಿಕಾರಿಗಳ ಮನ್ನಣೆ ಒಪ್ಪದೆ ಸಮಾಲೋಚನೆ ಕೆಲಸವನ್ನು ಕೂಡ ಮಾಡಿದ್ದರು. ಆದರೆ, ಇದಕ್ಕೆ ಪದಾಧಿಕಾರಿಗಳು ಮಣಿಯದ ಹಿನ್ನೆಲೆಯಲ್ಲಿ ಅವರನ್ನು ಎತ್ತಂಗಡಿ ಮಾಡುವ ಮೂಲಕ ನಿಯಂತ್ರಿಸಲು ಮುಂದಾಗಿದ್ದಾರೆ. ಪ್ರತಿವರ್ಷ ಸೆಪ್ಟೆಂಬರ್ ತಿಂಗಳಲ್ಲಿ ಏರ್ಪಡಿಸಲಾಗುತ್ತಿದ್ದ ಕೃಷಿ ಮೇಳವನ್ನು ಮಾ bbox=[466, 994, 596, 1060]
lead-body-3: ಸಂಚಾರದಿಂದ ರಸ್ತೆಗಳು ಹಾಳಾಗುತ್ತವೆ. ಹೆಚ್ಚುವರಿ ಸಾಮರ್ಥ್ಯದ ವಾಹನಗಳ ಸಂಚಾರ ನಿಯಂತ್ರಿಸಲು ಪೊಲೀಸ್ ಇಲಾಖೆ ಕ್ರಮ ವಹಿಸಬೇಕು. ಜಿಲ್ಲೆಯ ಗ್ರಾಮೀಣ ಭಾಗದ ಪ್ರಾಥಮಿಕ ಆರೋಗ್ಯ ಕೇಂದ್ರಗಳಲ್ಲಿ ವೈದ್ಯರ ಕೊರತೆ ನೀಗಿಸಬೇಕು. bbox=[420, 324, 532, 353]
issue-info-english bbox=[274, 161, 516, 170]
left-column bbox=[8, 180, 148, 878]
loudspeaker-body-3: ಚರ್ಚ್ ಸೇರಿ ಧ್ವನಿವರ್ಧಕ ಬಳಸುವ ಇತರೆ ಕೇಂದ್ರಗಳಿಗೆ ನೋಟಿಸ್ ನೀಡಲು ಕಮಿಷನರ್ ಆದೇಶ ನೀಡಿದ್ದಾರೆ. ಆದೇಶದ ಪ್ರಕಾರ ರಾತ್ರಿ 10 ರಿಂದ ಬೆಳಗ್ಗೆ 6 ಗಂಟೆವರೆಗೆ ಧ್ವನಿವರ್ಧಕಗಳನ್ನು ಬಳಸುವಂತಿಲ್ಲ. ಧ್ವನಿವರ್ಧಕವನ್ನು ಆಜಾನ್, ಸಾವು, ಸಮಾಧಿಯ ಸಮಯ ಮತ್ತು ಚಂದ್ರನನ್ನು ನೋಡುವುದು ಸೇರಿದಂತೆ ಇನ್ನಿತರ ಪ್ರಮುಖ ಘೋಷಣೆಗಳಿಗೆ ಮಾತ್ರ ಬಳಸಬೇಕೆಂದು ಆದೇಶ ನೀಡಿದ್ದಾರೆ. 2018ರ ಶಬ್ದ ಮಾಲಿನ್ಯ ಕಾಯಿದೆಯ ಪ್ರಕಾರ ನಿಗದಿಪಡಿಸಿದ ಡೆಸಿಬಲ್ ಶಬ್ದಕ್ಕಿಂತ ಹೆಚ್ಚಿನ ಶಬ್ದವನ್ನು ಬಳಸುವಂತಿಲ್ಲ. ಒಂದು ವೇಳೆ ನಿಯಮ ಉಲ್ಲಂಘಿಸಿದರೆ ಶಬ್ದ ಮಾಲಿನ್ಯ ಕಾಯಿದೆಯಡಿ ಏನಾದ್ಯರೂ ಕ್ರಮ ಜರುಗಿಸಲಾಗುತ್ತದೆ ಎಂದು ನೋಟಿಸ್ ನೀಡಲಾಗಿದೆ. bbox=[228, 944, 328, 1033]
dasimayya-body: ನವಲಗುಂದ: ತಾಲೂಕಾಡಳಿತದ ವತಿಯಿಂದ ಶ್ರೀ ದೇವರ ದಾಸಿಮಯ್ಯ ಜಯಂತಿಯನ್ನು ಮಿನಿವಿಧಾನ ಸೌಧದ ತಹಶೀಲ್ದಾರ ಕಚೇರಿಯ ಸಭಾಂಗಣದಲ್ಲಿ ಬುಧವಾರ ಸರಳವಾಗಿ ಆಚರಿಸಲಾಯಿತು. ತಹಶೀಲ್ದಾರ್ ಅನಿಲ ಬಡಿಗೇರ ಅವರು ದೇವರ ದಾಸಿಮಯ್ಯ ಅವರ ಭಾವಚಿತ್ರಕ್ಕೆ ಪುಷ್ಪ ನಮನ ಪೂಜೆ ಸಲ್ಲಿಸಿ ಮಾತನಾಡಿದ ಅವರು ಶ್ರೀ ದೇವರ ದಾಸಿಮಯ್ಯನವರು ನೇಯ್ಗೆ ವೃತ್ತಿ ಮಾಡುವವರಿಗೆ ಗುರುಸ್ಥಾನವಾಗಿದ್ದಾರೆ. 11ನೇ ಶತಮಾನದಲ್ಲಿ ವಚನಕಾರರಲ್ಲಿಯೇ ಪ್ರಥಮ ವಚನಕಾರರಾಗಿದ್ದು ಅನೇಕ ವಚನಗಳನ್ನು ರಚಿಸಿದ್ದಾರೆ ಎಂದು ಹೇಳಿದರು. ಈ ಸಂದರ್ಭದಲ್ಲಿ ತಹಶೀಲ್ದಾರ್ ಕಚೇರಿಯ ಅಧಿಕಾರಿಗಳು ಹಾಗೂ ಸಿಬ್ಬಂದಿ ವರ್ಗದವರು ಮತ್ತು ಸಮಾಜದ ಗಣ್ಯರು ಇದ್ದರು. bbox=[534, 824, 728, 868]
portrait-image bbox=[226, 22, 256, 52]
lead-meeting-photo bbox=[304, 250, 532, 320]
